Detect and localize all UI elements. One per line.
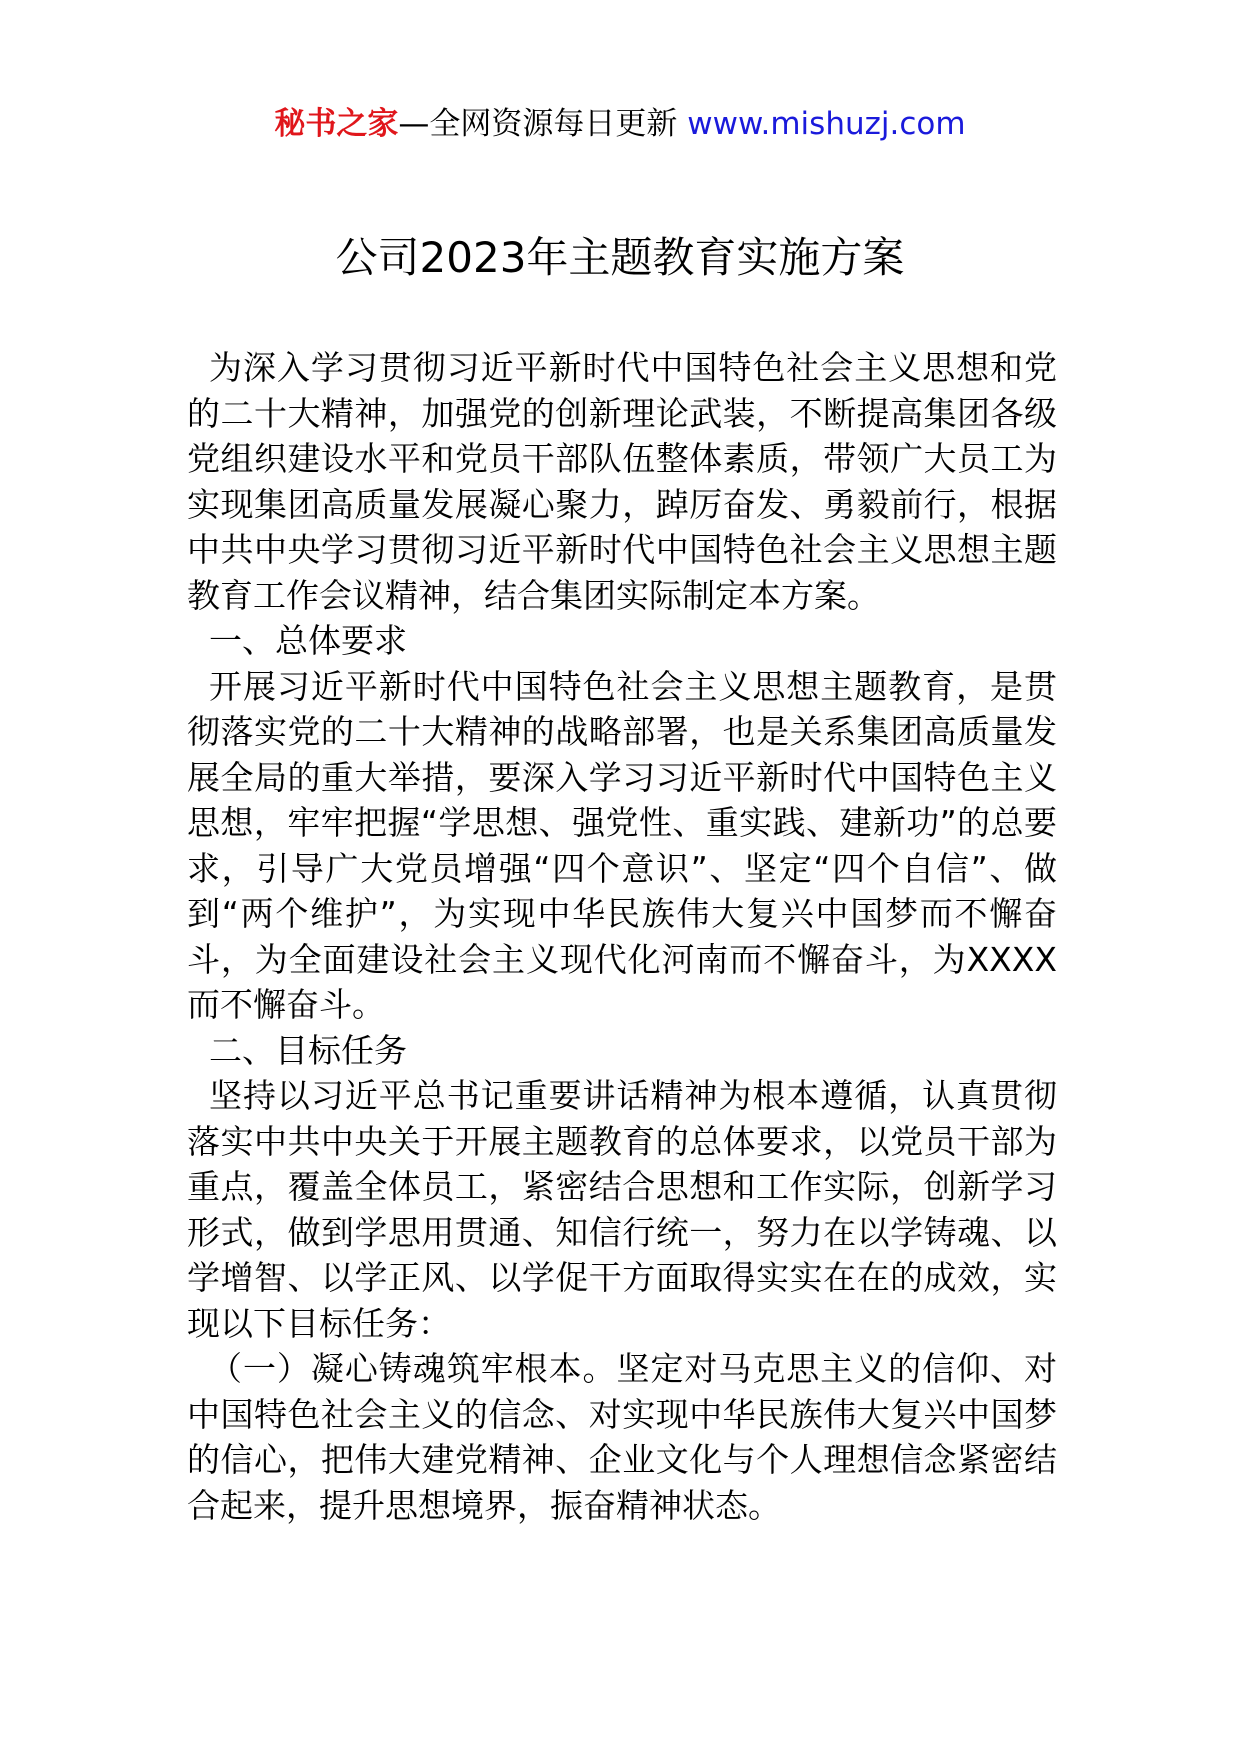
intro-paragraph: 为深入学习贯彻习近平新时代中国特色社会主义思想和党的二十大精神，加强党的创新理论武装，不断提高集团各级党组织建设水平和党员干部队伍整体素质，带领广大员工为实现集团高质量发展凝心聚力，踔厉奋发、勇毅前行，根据中共中央学习贯彻习近平新时代中国特色社会主义思想主题教育工作会议精神，结合集团实际制定本方案。 [187, 348, 1057, 615]
site-url-link[interactable]: www.mishuzj.com [687, 106, 966, 142]
general-requirements-paragraph: 开展习近平新时代中国特色社会主义思想主题教育，是贯彻落实党的二十大精神的战略部署，也是关系集团高质量发展全局的重大举措，要深入学习习近平新时代中国特色主义思想，牢牢把握“学思想、强党性、重实践、建新功”的总要求，引导广大党员增强“四个意识”、坚定“四个自信”、做到“两个维护”，为实现中华民族伟大复兴中国梦而不懈奋斗，为全面建设社会主义现代化河南而不懈奋斗，为XXXX而不懈奋斗。 [187, 666, 1057, 1024]
section-heading-objectives: 二、目标任务 [209, 1030, 407, 1070]
site-tagline: —全网资源每日更新 [398, 106, 678, 142]
section-heading-general-requirements: 一、总体要求 [209, 621, 407, 660]
subsection-paragraph-1: （一）凝心铸魂筑牢根本。坚定对马克思主义的信仰、对中国特色社会主义的信念、对实现中华民族伟大复兴中国梦的信心，把伟大建党精神、企业文化与个人理想信念紧密结合起来，提升思想境界，振奋精神状态。 [187, 1349, 1057, 1525]
site-brand: 秘书之家 [274, 106, 399, 142]
document-body [187, 345, 1057, 1528]
objectives-paragraph: 坚持以习近平总书记重要讲话精神为根本遵循，认真贯彻落实中共中央关于开展主题教育的总体要求，以党员干部为重点，覆盖全体员工，紧密结合思想和工作实际，创新学习形式，做到学思用贯通、知信行统一，努力在以学铸魂、以学增智、以学正风、以学促干方面取得实实在在的成效，实现以下目标任务： [187, 1076, 1057, 1343]
document-title: 公司2023年主题教育实施方案 [335, 233, 905, 282]
site-header [0, 100, 1240, 148]
